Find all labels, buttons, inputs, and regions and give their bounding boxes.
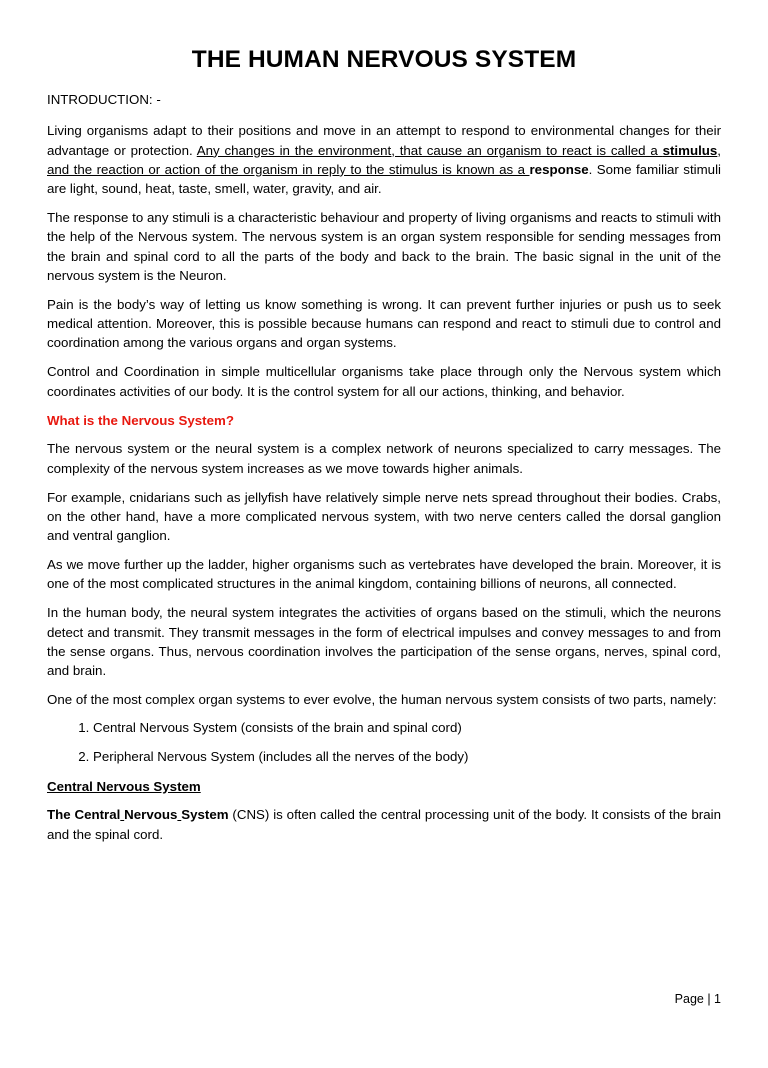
paragraph-vertebrates: As we move further up the ladder, higher organisms such as vertebrates have developed the brain. Moreover, it is one of the most complicated structures in the animal kingdom, containing billions of neurons, all connected. — [47, 557, 721, 592]
paragraph-human-body: In the human body, the neural system integrates the activities of organs based on the stimuli, which the neurons detect and transmit. They transmit messages in the form of electrical impulses and convey messages to and from the sense organs. Thus, nervous coordination involves the participation of the sense organs, nerves, spinal cord, and brain. — [47, 605, 721, 679]
paragraph-cns — [47, 805, 721, 844]
cns-heading: Central Nervous System — [47, 778, 201, 794]
term-nervous: Nervous — [124, 807, 178, 823]
paragraph-stimulus — [47, 121, 721, 198]
numbered-list — [47, 718, 721, 766]
term-stimulus: stimulus — [662, 142, 718, 158]
paragraph-pain: Pain is the body’s way of letting us know something is wrong. It can prevent further injuries or push us to seek medical attention. Moreover, this is possible because humans can respond and react to stimuli due to control and coordination among the various organs and organ systems. — [47, 296, 721, 351]
intro-label: INTRODUCTION: - — [47, 92, 161, 107]
term-response: response — [529, 161, 589, 177]
paragraph-response: The response to any stimuli is a characteristic behaviour and property of living organisms and reacts to stimuli with the help of the Nervous system. The nervous system is an organ system responsible for sending messages from the brain and spinal cord to all the parts of the body and back to the brain. The basic signal in the unit of the nervous system is the Neuron. — [47, 210, 721, 283]
section-heading: What is the Nervous System? — [47, 412, 234, 428]
document-page — [0, 44, 768, 1068]
paragraph-control: Control and Coordination in simple multicellular organisms take place through only the Nervous system which coordinates activities of our body. It is the control system for all our actions, thinking, and behavior. — [47, 364, 721, 399]
paragraph-definition: The nervous system or the neural system is a complex network of neurons specialized to carry messages. The complexity of the nervous system increases as we move towards higher animals. — [47, 441, 721, 476]
page-number: Page | 1 — [674, 992, 721, 1006]
paragraph-text: (CNS) is often called the central processing unit of the body. It consists of the brain and the spinal cord. — [47, 807, 721, 842]
term-system: System — [181, 807, 229, 823]
paragraph-two-parts: One of the most complex organ systems to ever evolve, the human nervous system consists of two parts, namely: — [47, 692, 717, 708]
paragraph-text: . Some familiar stimuli are light, sound, heat, taste, smell, water, gravity, and air. — [47, 161, 721, 197]
list-item: 2. Peripheral Nervous System (includes all the nerves of the body) — [93, 747, 721, 766]
term-central: The Central — [47, 807, 121, 823]
underlined-text: , and the reaction or action of the organism in reply to the stimulus is known as a — [47, 142, 721, 177]
paragraph-example: For example, cnidarians such as jellyfish have relatively simple nerve nets spread throughout their bodies. Crabs, on the other hand, have a more complicated nervous system, with two nerve centers called the dorsal ganglion and ventral ganglion. — [47, 489, 721, 544]
paragraph-text: Living organisms adapt to their positions and move in an attempt to respond to environmental changes for their advantage or protection. — [47, 123, 721, 158]
list-item: 1. Central Nervous System (consists of the brain and spinal cord) — [93, 718, 721, 737]
page-title: THE HUMAN NERVOUS SYSTEM — [191, 46, 577, 73]
underlined-text: Any changes in the environment, that cause an organism to react is called a — [196, 142, 663, 158]
